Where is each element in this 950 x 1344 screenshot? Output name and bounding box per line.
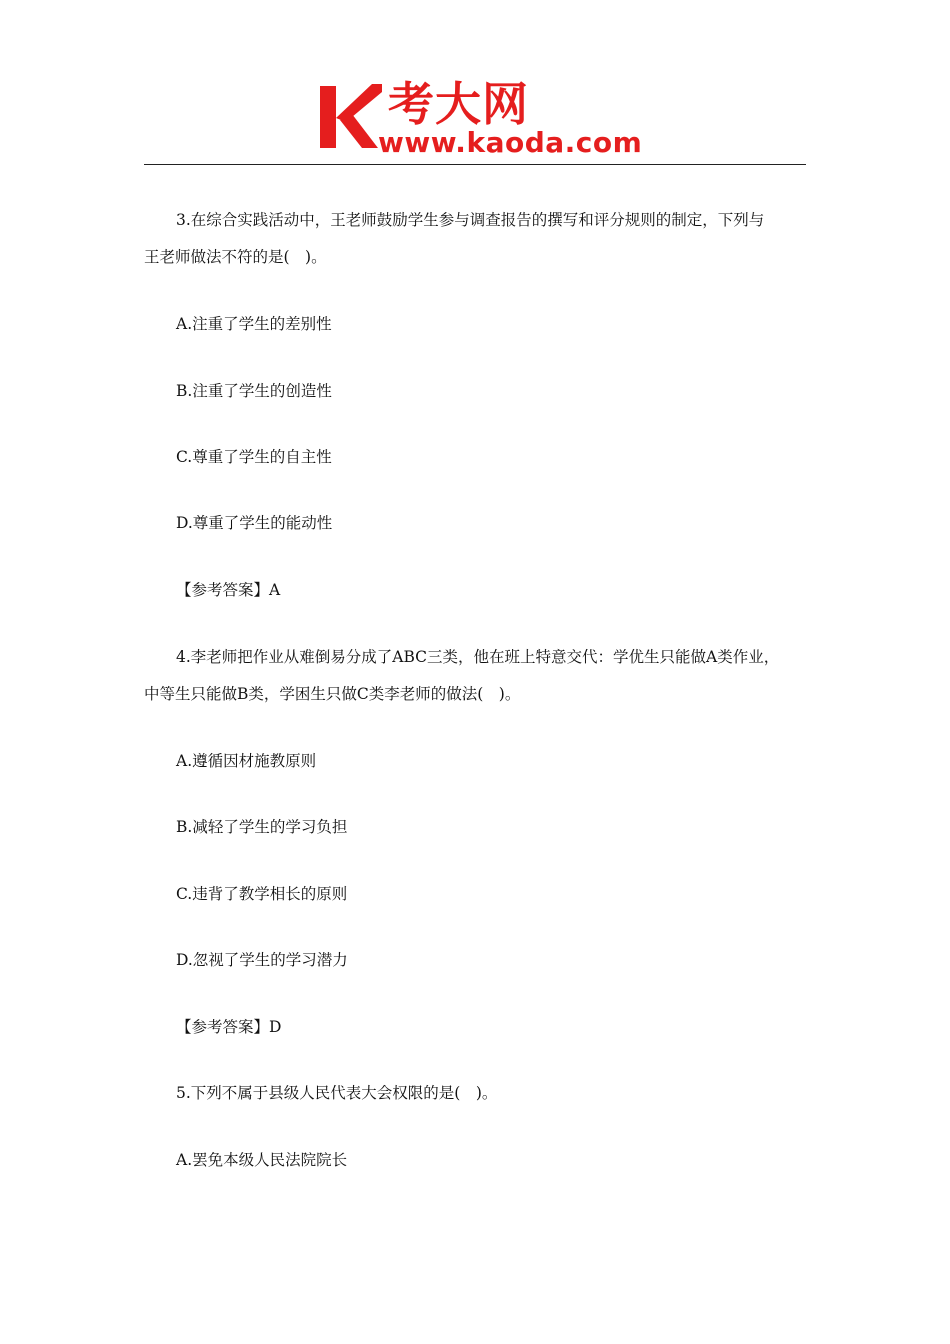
question-4-option-a: A.遵循因材施教原则 bbox=[176, 752, 317, 770]
question-4-answer: 【参考答案】D bbox=[176, 1018, 282, 1036]
question-4-option-c: C.违背了教学相长的原则 bbox=[176, 885, 348, 903]
question-3-option-d: D.尊重了学生的能动性 bbox=[176, 514, 333, 532]
logo-chinese-name: 考大网 bbox=[388, 77, 529, 131]
header-divider bbox=[144, 164, 806, 165]
question-4-text-line-1: 4.李老师把作业从难倒易分成了ABC三类，他在班上特意交代：学优生只能做A类作业， bbox=[176, 648, 780, 666]
kaoda-k-logo-icon bbox=[318, 82, 382, 152]
question-3-answer: 【参考答案】A bbox=[176, 581, 281, 599]
question-4-option-d: D.忽视了学生的学习潜力 bbox=[176, 951, 348, 969]
question-3-text-line-1: 3.在综合实践活动中，王老师鼓励学生参与调查报告的撰写和评分规则的制定，下列与 bbox=[176, 211, 765, 229]
question-3-option-b: B.注重了学生的创造性 bbox=[176, 382, 332, 400]
question-4-text-line-2: 中等生只能做B类，学困生只做C类李老师的做法( )。 bbox=[144, 685, 521, 703]
question-5-text-line-1: 5.下列不属于县级人民代表大会权限的是( )。 bbox=[176, 1084, 498, 1102]
logo-website-url: www.kaoda.com bbox=[378, 126, 643, 159]
question-5-option-a: A.罢免本级人民法院院长 bbox=[176, 1151, 348, 1169]
page-header bbox=[0, 0, 950, 170]
question-4-option-b: B.减轻了学生的学习负担 bbox=[176, 818, 348, 836]
question-3-text-line-2: 王老师做法不符的是( )。 bbox=[144, 248, 327, 266]
question-3-option-c: C.尊重了学生的自主性 bbox=[176, 448, 332, 466]
question-3-option-a: A.注重了学生的差别性 bbox=[176, 315, 332, 333]
